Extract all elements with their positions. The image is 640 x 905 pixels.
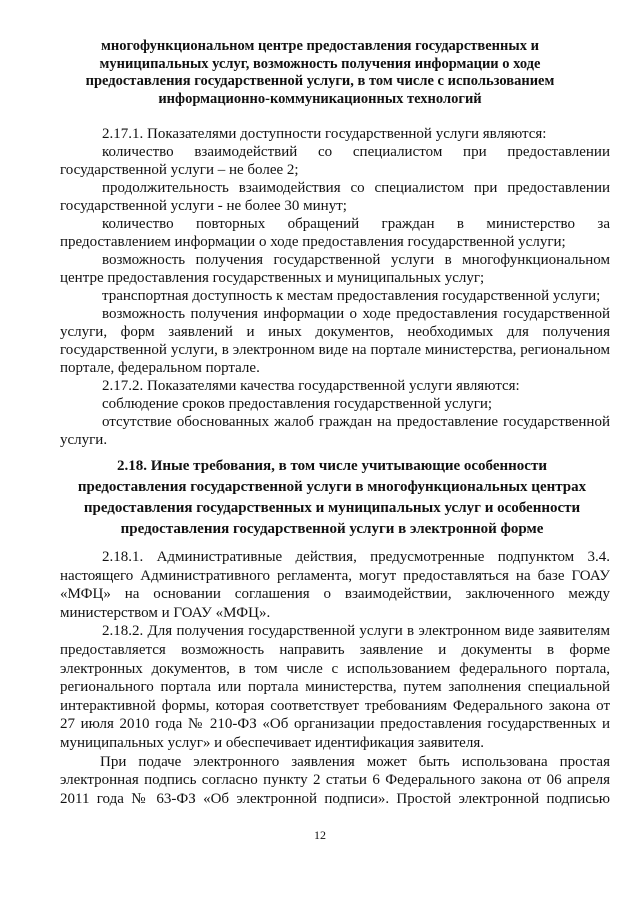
- page-number: 12: [314, 828, 326, 842]
- section-2-18-body: [60, 548, 610, 808]
- paragraph: транспортная доступность к местам предоставления государственной услуги;: [102, 288, 601, 304]
- paragraph: продолжительность взаимодействия со специалистом при предоставлении государственной услуги - не более 30 минут;: [60, 180, 610, 214]
- section-2-17-body: [60, 125, 610, 449]
- paragraph: 2.18.2. Для получения государственной услуги в электронном виде заявителям предоставляется возможность направить заявление и документы в форме электронных документов, в том числе с использованием федерального портала, регионального портала или портала министерства, путем заполнения специальной интерактивной формы, которая соответствует требованиям Федерального закона от 27 июля 2010 года № 210-ФЗ «Об организации предоставления государственных и муниципальных услуг» и обеспечивает идентификация заявителя.: [60, 623, 610, 751]
- section-heading-continued: многофункциональном центре предоставления государственных и муниципальных услуг, возможность получения информации о ходе предоставления государственной услуги, в том числе с использованием информационно-коммуникационных технологий: [85, 38, 555, 107]
- paragraph: количество взаимодействий со специалистом при предоставлении государственной услуги – не более 2;: [60, 144, 610, 178]
- paragraph: соблюдение сроков предоставления государственной услуги;: [102, 396, 493, 412]
- section-heading-2-18: 2.18. Иные требования, в том числе учитывающие особенности предоставления государственной услуги в многофункциональных центрах предоставления государственных и муниципальных услуг и особенности предоставления государственной услуги в электронной форме: [77, 458, 587, 537]
- paragraph: При подаче электронного заявления может быть использована простая электронная подпись согласно пункту 2 статьи 6 Федерального закона от 06 апреля 2011 года № 63-ФЗ «Об электронной подписи». Простой электронной подписью: [60, 753, 610, 807]
- paragraph: возможность получения информации о ходе предоставления государственной услуги, форм заявлений и иных документов, необходимых для получения государственной услуги, в электронном виде на портале министерства, региональном портале, федеральном портале.: [60, 306, 610, 376]
- paragraph: 2.17.1. Показателями доступности государственной услуги являются:: [102, 126, 547, 142]
- paragraph: возможность получения государственной услуги в многофункциональном центре предоставления государственных и муниципальных услуг;: [60, 252, 610, 286]
- paragraph: количество повторных обращений граждан в министерство за предоставлением информации о ходе предоставления государственной услуги;: [60, 216, 610, 250]
- paragraph: 2.17.2. Показателями качества государственной услуги являются:: [102, 378, 520, 394]
- paragraph: 2.18.1. Административные действия, предусмотренные подпунктом 3.4. настоящего Административного регламента, могут предоставляться на базе ГОАУ «МФЦ» на основании соглашения о взаимодействии, заключенного между министерством и ГОАУ «МФЦ».: [60, 549, 610, 621]
- paragraph: отсутствие обоснованных жалоб граждан на предоставление государственной услуги.: [60, 414, 610, 448]
